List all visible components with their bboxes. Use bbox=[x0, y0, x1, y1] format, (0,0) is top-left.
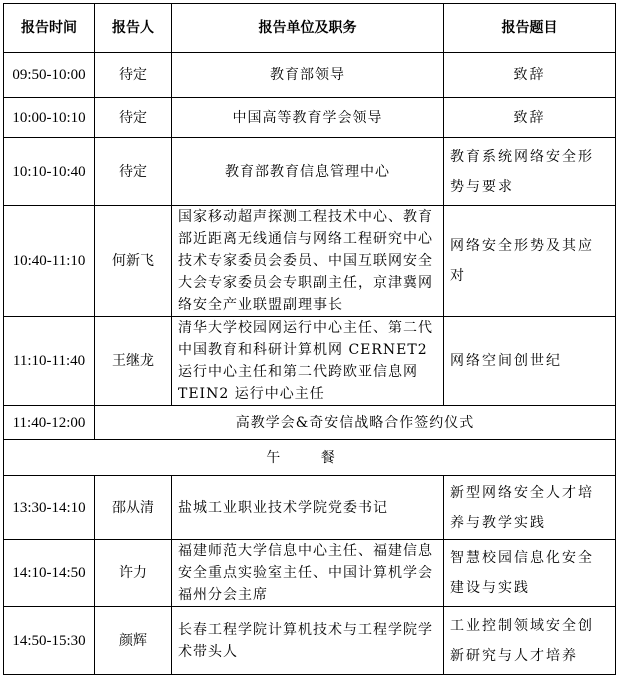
row-topic: 工业控制领域安全创新研究与人才培养 bbox=[444, 607, 616, 675]
row-topic: 智慧校园信息化安全建设与实践 bbox=[444, 540, 616, 607]
row-unit: 长春工程学院计算机技术与工程学院学术带头人 bbox=[172, 607, 444, 675]
table-row bbox=[4, 53, 616, 98]
row-unit: 盐城工业职业技术学院党委书记 bbox=[172, 476, 444, 540]
table-row bbox=[4, 317, 616, 406]
row-unit: 教育部教育信息管理中心 bbox=[172, 138, 444, 206]
header-unit: 报告单位及职务 bbox=[172, 4, 444, 53]
row-time: 14:10-14:50 bbox=[4, 540, 95, 607]
row-time: 10:10-10:40 bbox=[4, 138, 95, 206]
row-topic: 教育系统网络安全形势与要求 bbox=[444, 138, 616, 206]
table-row bbox=[4, 406, 616, 440]
table-row bbox=[4, 98, 616, 138]
schedule-table bbox=[3, 3, 616, 675]
row-unit: 教育部领导 bbox=[172, 53, 444, 98]
row-time: 11:10-11:40 bbox=[4, 317, 95, 406]
table-row bbox=[4, 440, 616, 476]
row-speaker: 何新飞 bbox=[95, 206, 172, 317]
row-time: 13:30-14:10 bbox=[4, 476, 95, 540]
row-time: 09:50-10:00 bbox=[4, 53, 95, 98]
row-speaker: 颜辉 bbox=[95, 607, 172, 675]
row-topic: 网络空间创世纪 bbox=[444, 317, 616, 406]
row-time: 11:40-12:00 bbox=[4, 406, 95, 440]
row-time: 14:50-15:30 bbox=[4, 607, 95, 675]
header-speaker: 报告人 bbox=[95, 4, 172, 53]
lunch-break bbox=[4, 440, 616, 476]
row-speaker: 邵从清 bbox=[95, 476, 172, 540]
table-row bbox=[4, 540, 616, 607]
row-topic: 致辞 bbox=[444, 98, 616, 138]
row-time: 10:40-11:10 bbox=[4, 206, 95, 317]
row-unit: 中国高等教育学会领导 bbox=[172, 98, 444, 138]
row-topic: 致辞 bbox=[444, 53, 616, 98]
row-time: 10:00-10:10 bbox=[4, 98, 95, 138]
row-unit: 福建师范大学信息中心主任、福建信息安全重点实验室主任、中国计算机学会福州分会主席 bbox=[172, 540, 444, 607]
table-row bbox=[4, 206, 616, 317]
header-topic: 报告题目 bbox=[444, 4, 616, 53]
table-row bbox=[4, 476, 616, 540]
table-row bbox=[4, 607, 616, 675]
table-row bbox=[4, 138, 616, 206]
header-row bbox=[4, 4, 616, 53]
row-topic: 网络安全形势及其应对 bbox=[444, 206, 616, 317]
row-speaker: 待定 bbox=[95, 53, 172, 98]
lunch-label: 午 餐 bbox=[266, 449, 353, 466]
signing-ceremony: 高教学会&奇安信战略合作签约仪式 bbox=[95, 406, 616, 440]
row-speaker: 待定 bbox=[95, 138, 172, 206]
row-unit: 清华大学校园网运行中心主任、第二代中国教育和科研计算机网 CERNET2 运行中心主任和第二代跨欧亚信息网 TEIN2 运行中心主任 bbox=[172, 317, 444, 406]
row-speaker: 许力 bbox=[95, 540, 172, 607]
row-speaker: 待定 bbox=[95, 98, 172, 138]
header-time: 报告时间 bbox=[4, 4, 95, 53]
row-speaker: 王继龙 bbox=[95, 317, 172, 406]
row-topic: 新型网络安全人才培养与教学实践 bbox=[444, 476, 616, 540]
row-unit: 国家移动超声探测工程技术中心、教育部近距离无线通信与网络工程研究中心技术专家委员会委员、中国互联网安全大会专家委员会专职副主任，京津冀网络安全产业联盟副理事长 bbox=[172, 206, 444, 317]
